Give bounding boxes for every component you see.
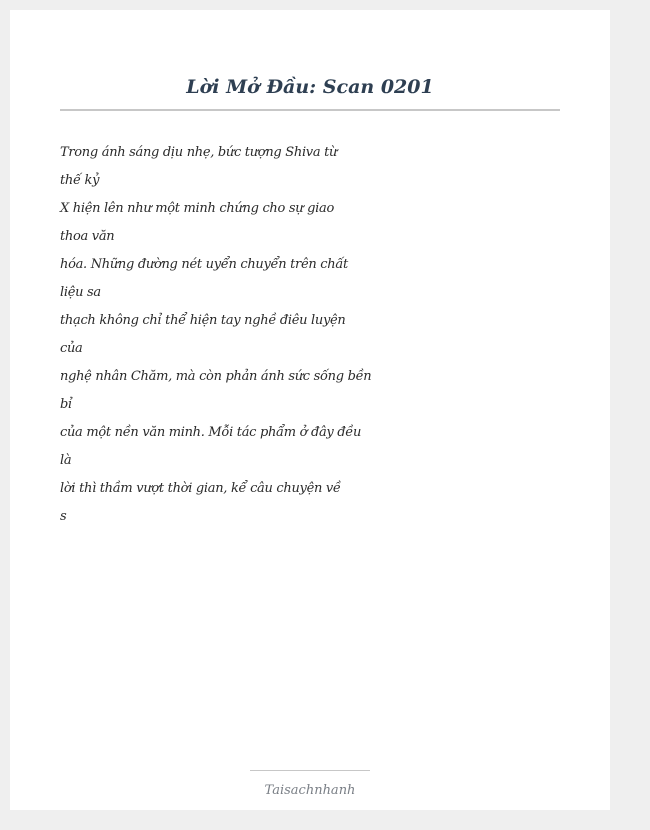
text-line: liệu sa [60, 285, 101, 300]
text-line: X hiện lên như một minh chứng cho sự giao [60, 201, 334, 216]
text-line: của một nền văn minh. Mỗi tác phẩm ở đây đều [60, 425, 362, 440]
footer-text: Taisachnhanh [264, 783, 356, 798]
text-line: là [60, 453, 72, 468]
title-divider [60, 109, 560, 111]
page-title: Lời Mở Đầu: Scan 0201 [186, 76, 434, 98]
text-line: thế kỷ [60, 173, 100, 188]
footer-divider [250, 770, 370, 771]
body-text [60, 139, 380, 531]
text-line: thoa văn [60, 229, 115, 244]
text-line: lời thì thầm vượt thời gian, kể câu chuyện về [60, 481, 341, 496]
text-line: nghệ nhân Chăm, mà còn phản ánh sức sống bền [60, 369, 372, 384]
document-page [10, 10, 610, 810]
text-line: bỉ [60, 397, 72, 412]
text-line: Trong ánh sáng dịu nhẹ, bức tượng Shiva từ [60, 145, 338, 160]
text-line: thạch không chỉ thể hiện tay nghề điêu luyện [60, 313, 346, 328]
text-line: hóa. Những đường nét uyển chuyển trên chất [60, 257, 348, 272]
text-line: s [60, 509, 67, 524]
text-line: của [60, 341, 83, 356]
